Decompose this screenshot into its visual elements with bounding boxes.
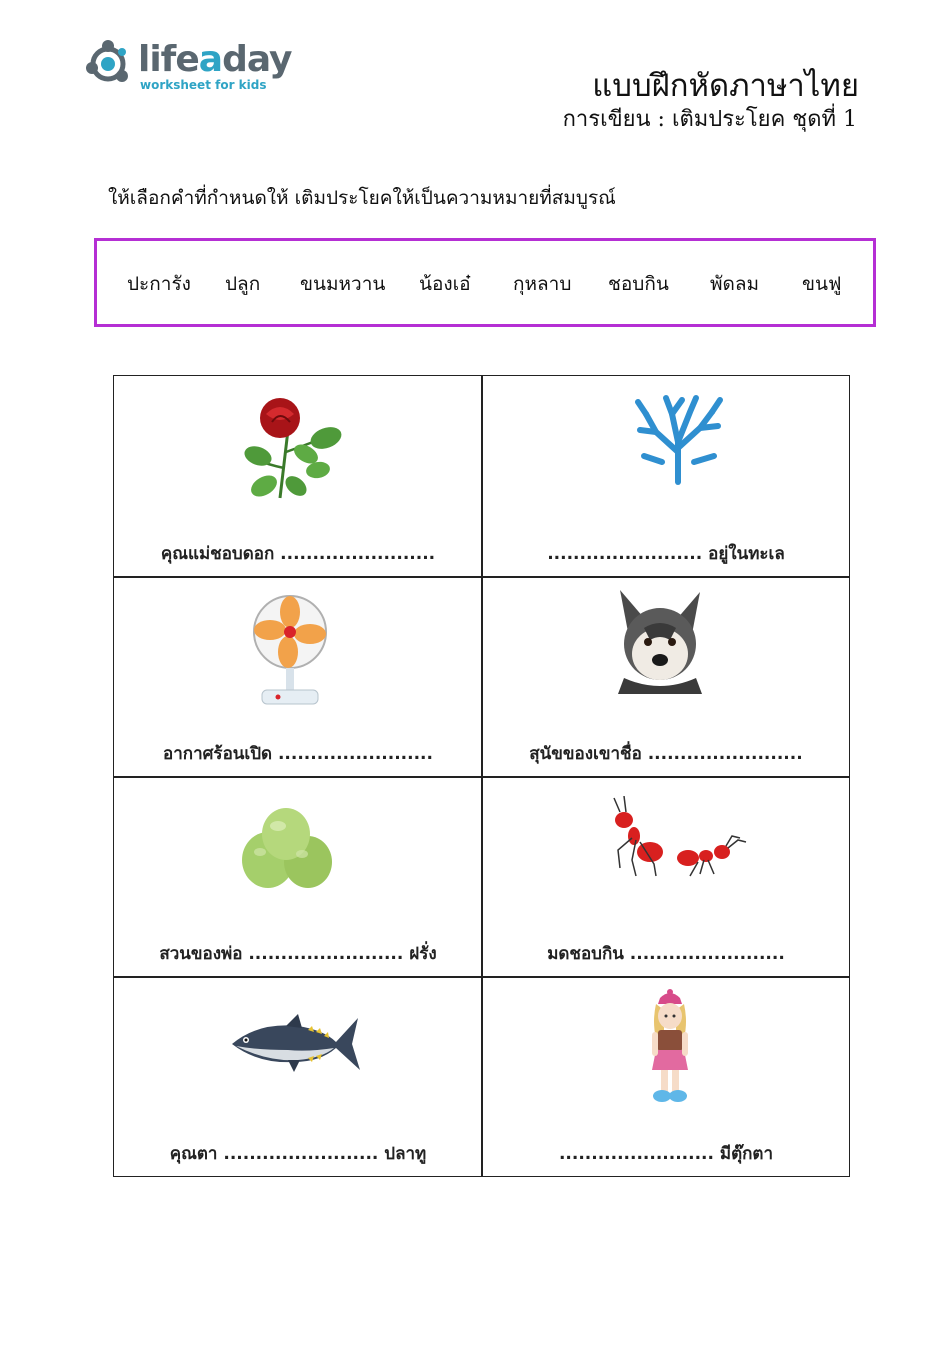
doll-icon bbox=[644, 988, 696, 1108]
word-bank-item: ขนมหวาน bbox=[300, 273, 386, 295]
word-bank-item: ปลูก bbox=[225, 273, 261, 295]
exercise-cell bbox=[114, 976, 482, 1176]
instruction-text: ให้เลือกคำที่กำหนดให้ เติมประโยคให้เป็นความหมายที่สมบูรณ์ bbox=[108, 187, 616, 209]
sentence-text: อากาศร้อนเปิด ........................ bbox=[163, 744, 433, 764]
exercise-cell bbox=[114, 376, 482, 576]
rose-icon bbox=[234, 394, 350, 504]
sentence-text: มดชอบกิน ........................ bbox=[547, 944, 785, 964]
worksheet-title: แบบฝึกหัดภาษาไทย bbox=[592, 68, 859, 104]
sentence-text: คุณตา ........................ ปลาทู bbox=[169, 1144, 427, 1164]
word-bank-item: ขนฟู bbox=[802, 273, 842, 295]
word-bank-item: น้องเอ๋ bbox=[419, 273, 471, 295]
word-bank-item: พัดลม bbox=[710, 273, 760, 295]
guava-icon bbox=[238, 806, 334, 892]
exercise-cell bbox=[482, 776, 850, 976]
coral-icon bbox=[632, 392, 726, 486]
exercise-cell bbox=[482, 376, 850, 576]
sentence-text: ........................ อยู่ในทะเล bbox=[547, 544, 785, 564]
lifeaday-logo bbox=[84, 38, 292, 94]
exercise-grid bbox=[113, 375, 850, 1177]
ant-icon bbox=[610, 796, 748, 880]
logo-wordmark: lifeaday bbox=[138, 39, 292, 80]
sentence-text: ........................ มีตุ๊กตา bbox=[558, 1144, 774, 1164]
sentence-text: สุนัขของเขาชื่อ ........................ bbox=[529, 744, 803, 764]
logo-tagline: worksheet for kids bbox=[140, 78, 267, 92]
exercise-cell bbox=[114, 576, 482, 776]
worksheet-subtitle: การเขียน : เติมประโยค ชุดที่ 1 bbox=[562, 107, 857, 132]
word-bank-item: ปะการัง bbox=[127, 273, 191, 295]
word-bank-box bbox=[94, 238, 876, 327]
sentence-text: คุณแม่ชอบดอก ........................ bbox=[160, 544, 436, 564]
exercise-cell bbox=[114, 776, 482, 976]
dog-icon bbox=[614, 588, 706, 694]
sentence-text: สวนของพ่อ ........................ ฝรั่ง bbox=[159, 944, 437, 964]
exercise-cell bbox=[482, 976, 850, 1176]
word-bank-item: ชอบกิน bbox=[608, 273, 669, 295]
molecule-logo-icon bbox=[84, 38, 134, 90]
fan-icon bbox=[248, 592, 332, 710]
word-bank-item: กุหลาบ bbox=[513, 273, 572, 295]
tuna-icon bbox=[228, 1012, 364, 1076]
exercise-cell bbox=[482, 576, 850, 776]
